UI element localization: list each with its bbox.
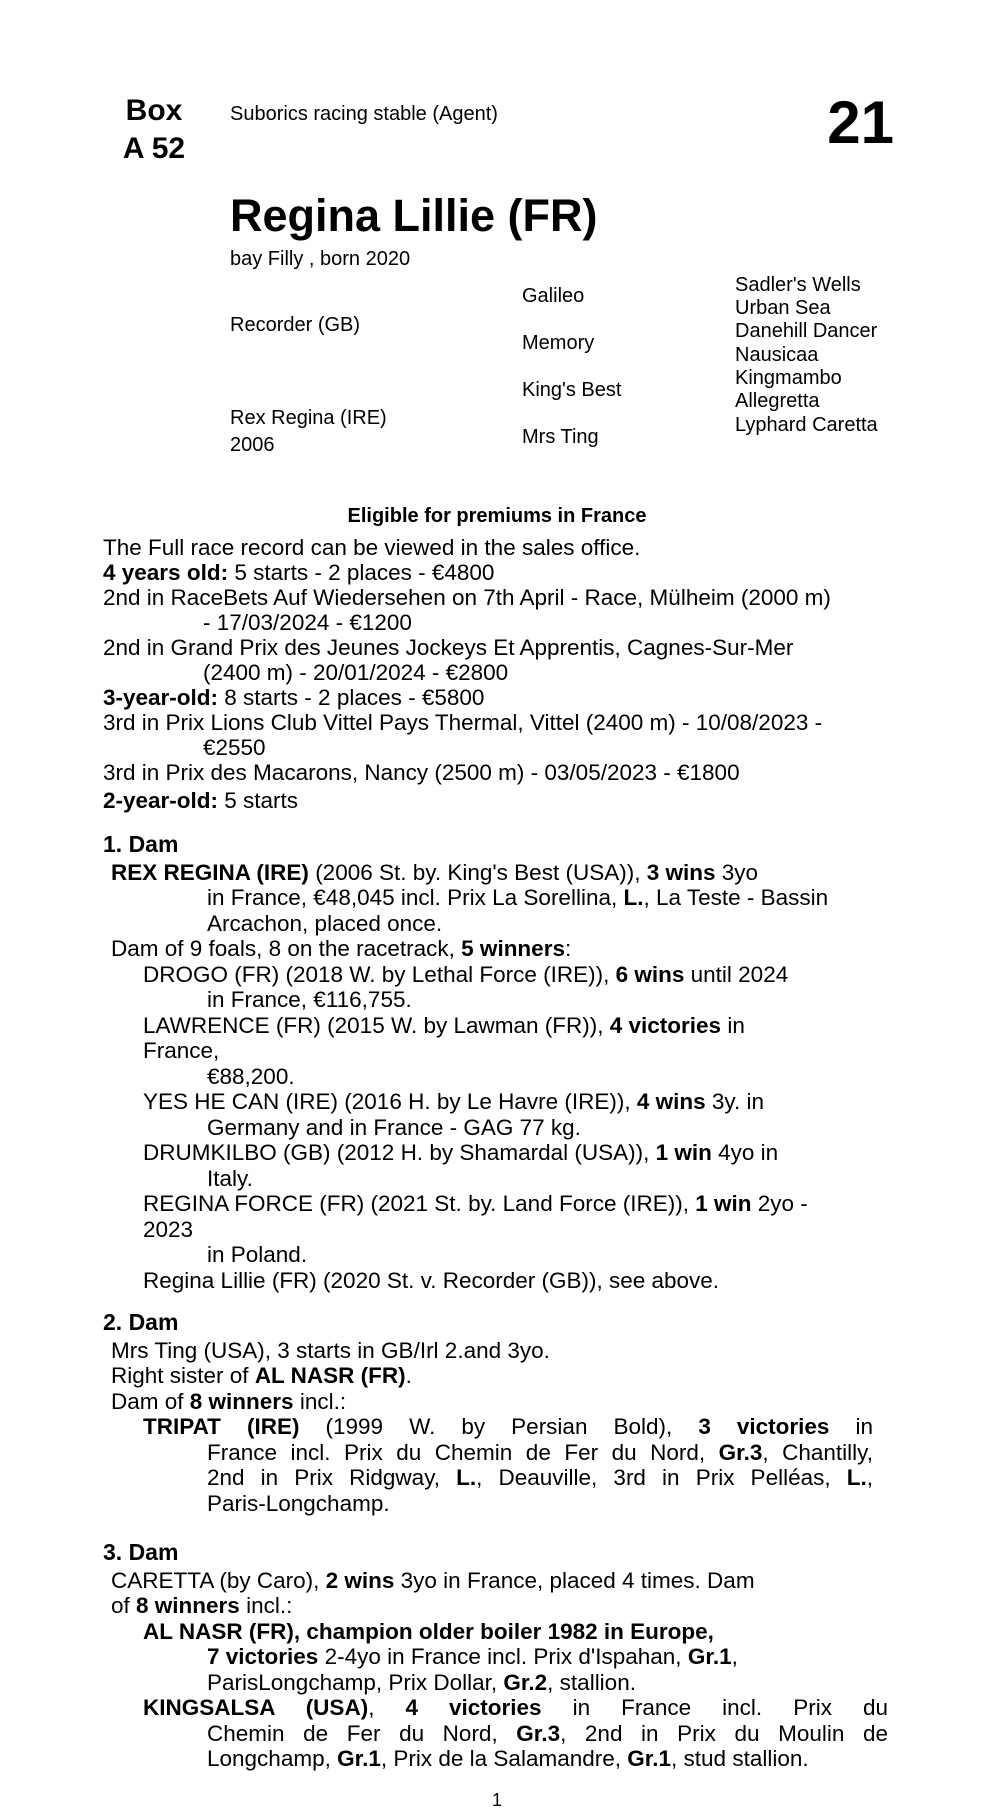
progeny-line: Chemin de Fer du Nord, Gr.3, 2nd in Prix du Moulin de [207, 1720, 888, 1746]
progeny-line: 2023 [143, 1216, 194, 1242]
age-label: 4 years old: [103, 560, 229, 585]
progeny-line: France incl. Prix du Chemin de Fer du Nord, Gr.3, Chantilly, [207, 1439, 874, 1465]
dam-line: Mrs Ting (USA), 3 starts in GB/Irl 2.and 3yo. [111, 1337, 550, 1363]
age-summary: 5 starts - 2 places - €4800 [228, 560, 495, 585]
progeny-line: ParisLongchamp, Prix Dollar, Gr.2, stallion. [207, 1669, 636, 1695]
pedigree-dam: Rex Regina (IRE) [230, 407, 387, 429]
race-line: 2nd in Grand Prix des Jeunes Jockeys Et Apprentis, Cagnes-Sur-Mer [103, 635, 794, 660]
progeny-line: Longchamp, Gr.1, Prix de la Salamandre, Gr.1, stud stallion. [207, 1746, 809, 1771]
age-line [103, 560, 923, 585]
age-summary: 5 starts [218, 788, 299, 813]
eligible-note: Eligible for premiums in France [347, 505, 647, 527]
pedigree-sire-dam: Memory [522, 332, 595, 354]
section-heading: 2. Dam [103, 1309, 179, 1335]
race-line: - 17/03/2024 - €1200 [203, 610, 412, 635]
horse-description: bay Filly , born 2020 [230, 248, 411, 270]
age-label: 2-year-old: [103, 788, 219, 813]
pedigree-dam-sire: King's Best [522, 379, 622, 401]
pedigree-ggp: Allegretta [735, 390, 820, 412]
progeny-line: AL NASR (FR), champion older boiler 1982 in Europe, [143, 1618, 714, 1644]
dam-line: REX REGINA (IRE) (2006 St. by. King's Best (USA)), 3 wins 3yo [111, 859, 759, 885]
dam-line: CARETTA (by Caro), 2 wins 3yo in France, placed 4 times. Dam [111, 1567, 755, 1593]
pedigree-dam-dam: Mrs Ting [522, 426, 599, 448]
pedigree-ggp: Urban Sea [735, 297, 831, 319]
progeny-line: 2nd in Prix Ridgway, L., Deauville, 3rd in Prix Pelléas, L., [207, 1465, 873, 1490]
progeny-line: Paris-Longchamp. [207, 1490, 390, 1516]
progeny-line: €88,200. [207, 1063, 295, 1089]
age-line [103, 685, 923, 710]
progeny-line: KINGSALSA (USA), 4 victories in France incl. Prix du [143, 1695, 888, 1720]
dam-line: in France, €48,045 incl. Prix La Sorellina, L., La Teste - Bassin [207, 885, 829, 910]
progeny-line: France, [143, 1038, 220, 1063]
progeny-line: REGINA FORCE (FR) (2021 St. by. Land Force (IRE)), 1 win 2yo - [143, 1191, 808, 1216]
dam-line: Dam of 8 winners incl.: [111, 1388, 347, 1414]
third-dam-section [103, 1540, 923, 1772]
pedigree-sire: Recorder (GB) [230, 314, 361, 336]
race-record-intro: The Full race record can be viewed in the sales office. [103, 535, 641, 560]
age-line [103, 788, 923, 813]
race-line: (2400 m) - 20/01/2024 - €2800 [203, 660, 509, 685]
agent: Suborics racing stable (Agent) [230, 103, 498, 125]
page-number: 1 [491, 1790, 502, 1810]
lot-number: 21 [827, 89, 894, 156]
race-line: 2nd in RaceBets Auf Wiedersehen on 7th April - Race, Mülheim (2000 m) [103, 585, 831, 610]
progeny-line: DROGO (FR) (2018 W. by Lethal Force (IRE)), 6 wins until 2024 [143, 961, 789, 987]
section-heading: 3. Dam [103, 1539, 179, 1565]
progeny-line: in France, €116,755. [207, 987, 412, 1012]
race-record [103, 535, 923, 813]
second-dam-section [103, 1310, 923, 1516]
section-heading: 1. Dam [103, 831, 179, 857]
dam-line: Arcachon, placed once. [207, 910, 443, 936]
box-label: Box [125, 94, 183, 127]
dam-line: of 8 winners incl.: [111, 1593, 293, 1618]
pedigree-ggp: Danehill Dancer [735, 320, 878, 342]
race-line: 3rd in Prix des Macarons, Nancy (2500 m) - 03/05/2023 - €1800 [103, 760, 740, 785]
progeny-line: LAWRENCE (FR) (2015 W. by Lawman (FR)), 4 victories in [143, 1012, 745, 1038]
pedigree-ggp: Lyphard Caretta [735, 414, 878, 436]
horse-name: Regina Lillie (FR) [230, 190, 598, 241]
progeny-line: Regina Lillie (FR) (2020 St. v. Recorder (GB)), see above. [143, 1267, 720, 1293]
first-dam-section [103, 832, 923, 1293]
pedigree-ggp: Nausicaa [735, 344, 819, 366]
race-line: 3rd in Prix Lions Club Vittel Pays Thermal, Vittel (2400 m) - 10/08/2023 - [103, 710, 823, 735]
dam-line: Right sister of AL NASR (FR). [111, 1363, 412, 1388]
progeny-line: 7 victories 2-4yo in France incl. Prix d'Ispahan, Gr.1, [207, 1644, 738, 1669]
progeny-line: YES HE CAN (IRE) (2016 H. by Le Havre (IRE)), 4 wins 3y. in [143, 1089, 765, 1114]
progeny-line: Germany and in France - GAG 77 kg. [207, 1114, 581, 1140]
progeny-line: TRIPAT (IRE) (1999 W. by Persian Bold), 3 victories in [143, 1414, 873, 1439]
progeny-line: DRUMKILBO (GB) (2012 H. by Shamardal (USA)), 1 win 4yo in [143, 1140, 779, 1165]
pedigree-ggp: Kingmambo [735, 367, 842, 389]
dam-line: Dam of 9 foals, 8 on the racetrack, 5 winners: [111, 936, 572, 961]
box-number: A 52 [122, 132, 186, 165]
pedigree-dam-year: 2006 [230, 434, 275, 456]
pedigree-ggp: Sadler's Wells [735, 274, 861, 296]
age-label: 3-year-old: [103, 685, 219, 710]
progeny-line: in Poland. [207, 1242, 308, 1267]
dam-name: REX REGINA (IRE) [111, 859, 309, 885]
race-line: €2550 [203, 735, 266, 760]
age-summary: 8 starts - 2 places - €5800 [218, 685, 485, 710]
progeny-line: Italy. [207, 1165, 253, 1191]
pedigree-sire-sire: Galileo [522, 285, 585, 307]
